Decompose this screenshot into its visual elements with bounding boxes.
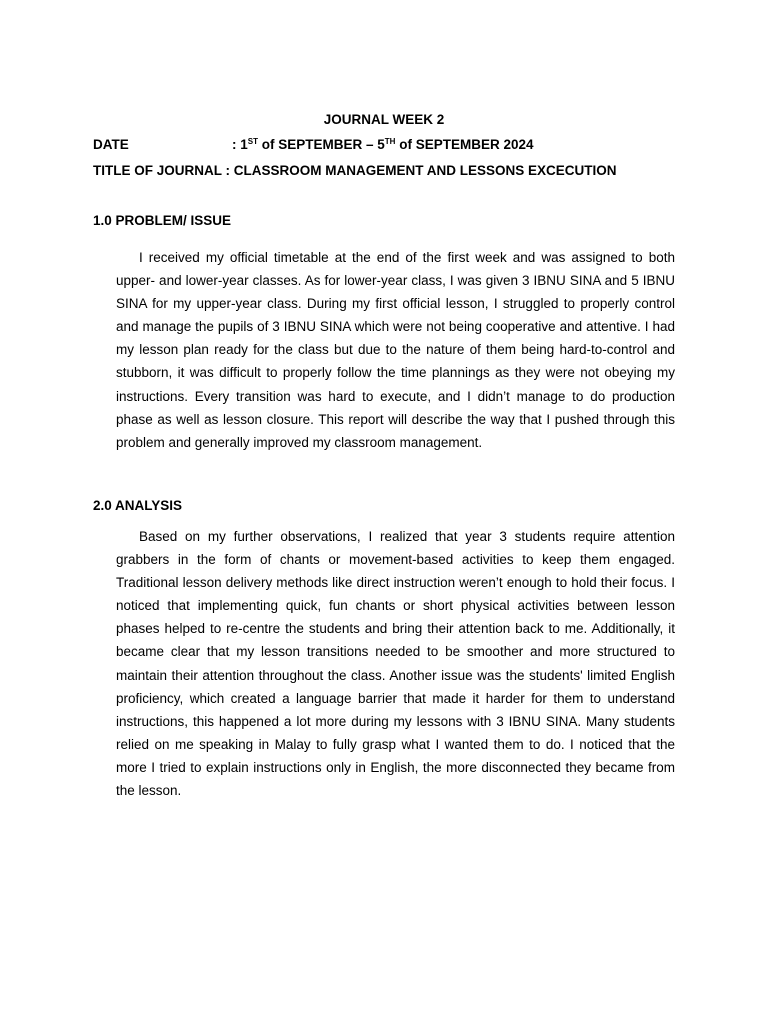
section-body-problem: I received my official timetable at the end of the first week and was assigned to both upper- and lower-year classes. As for lower-year class, I was given 3 IBNU SINA and 5 IBNU SINA for my upper-year class. During my first official lesson, I struggled to properly control and manage the pupils of 3 IBNU SINA which were not being cooperative and attentive. I had my lesson plan ready for the class but due to the nature of them being hard-to-control and stubborn, it was difficult to properly follow the time plannings as they were not obeying my instructions. Every transition was hard to execute, and I didn’t manage to do production phase as well as lesson closure. This report will describe the way that I pushed through this problem and generally improved my classroom management.	[116, 250, 675, 450]
section-body-analysis: Based on my further observations, I realized that year 3 students require attention grabbers in the form of chants or movement-based activities to keep them engaged. Traditional lesson delivery methods like direct instruction weren’t enough to hold their focus. I noticed that implementing quick, fun chants or short physical activities between lesson phases helped to re-centre the students and bring their attention back to me. Additionally, it became clear that my lesson transitions needed to be smoother and more structured to maintain their attention throughout the class. Another issue was the students' limited English proficiency, which created a language barrier that made it harder for them to understand instructions, this happened a lot more during my lessons with 3 IBNU SINA. Many students relied on me speaking in Malay to fully grasp what I wanted them to do. I noticed that the more I tried to explain instructions only in English, the more disconnected they became from the lesson.	[116, 529, 675, 799]
date-label: DATE	[93, 137, 129, 152]
section-heading-problem: 1.0 PROBLEM/ ISSUE	[93, 213, 232, 228]
date-value	[232, 137, 534, 152]
date-suffix: of SEPTEMBER 2024	[395, 137, 534, 152]
date-row	[93, 136, 534, 154]
date-start-ordinal: ST	[247, 137, 258, 146]
date-prefix: : 1	[232, 137, 248, 152]
journal-heading: JOURNAL WEEK 2	[323, 112, 445, 127]
journal-title-line: TITLE OF JOURNAL : CLASSROOM MANAGEMENT AND LESSONS EXCECUTION	[93, 163, 617, 178]
section-heading-analysis: 2.0 ANALYSIS	[93, 498, 183, 513]
date-end-ordinal: TH	[384, 137, 396, 146]
date-middle: of SEPTEMBER – 5	[258, 137, 385, 152]
